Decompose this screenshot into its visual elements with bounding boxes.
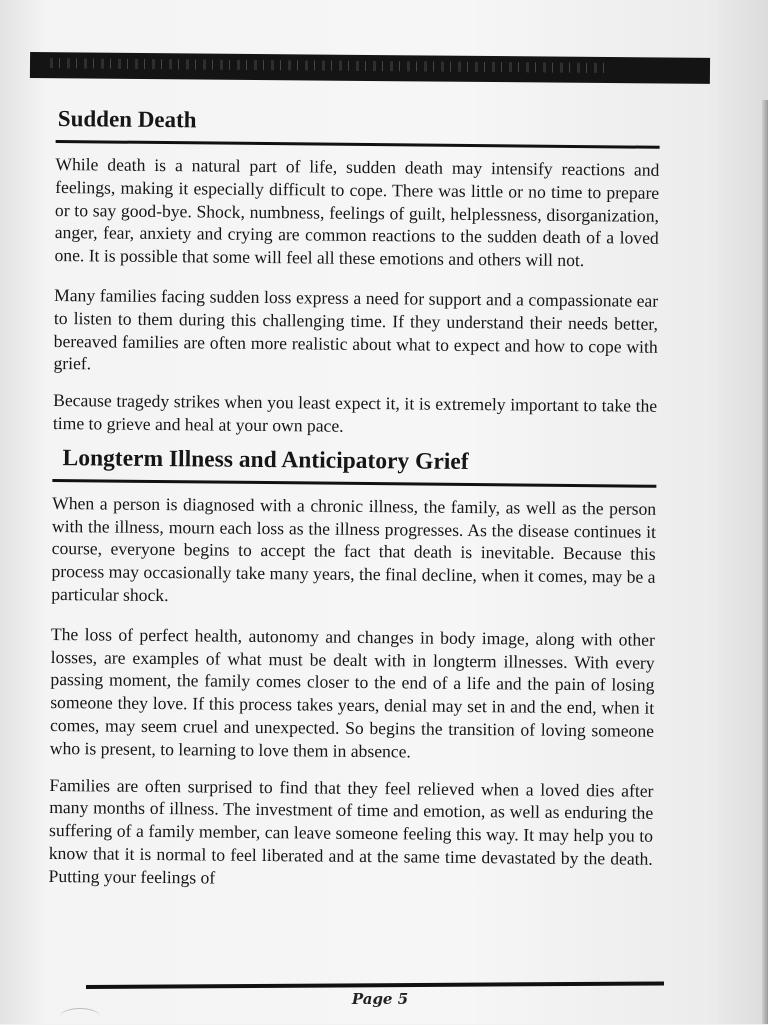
section-rule	[56, 140, 660, 149]
section-heading-longterm-illness: Longterm Illness and Anticipatory Grief	[62, 444, 469, 475]
page-content	[48, 104, 659, 893]
paragraph: Families are often surprised to find that they feel relieved when a loved dies after many months of illness. The investment of time and emotion, as well as enduring the suffering of a family member, can leave someone feeling this way. It may help you to know that it is normal to feel liberated and at the same time devastated by the death. Putting your feelings of	[48, 774, 654, 888]
paragraph: The loss of perfect health, autonomy and changes in body image, along with other losses, are examples of what must be dealt with in longterm illnesses. With every passing moment, the family comes closer to the end of a life and the pain of losing someone they love. If this process takes years, denial may set in and the end, when it comes, may seem cruel and unexpected. So begins the transition of loving someone who is present, to learning to love them in absence.	[49, 623, 655, 762]
section-heading-sudden-death: Sudden Death	[57, 106, 197, 133]
page-edge-shadow	[762, 100, 768, 1024]
section-rule	[52, 479, 656, 488]
page-number: Page 5	[351, 990, 409, 1008]
paragraph: While death is a natural part of life, sudden death may intensify reactions and feelings, making it especially difficult to cope. There was little or no time to prepare or to say good-bye. Shock, numbness, feelings of guilt, helplessness, disorganization, anger, fear, anxiety and crying are common reactions to the sudden death of a loved one. It is possible that some will feel all these emotions and others will not.	[54, 153, 660, 271]
paragraph: Because tragedy strikes when you least expect it, it is extremely important to take the time to grieve and heal at your own pace.	[52, 390, 658, 436]
paragraph: When a person is diagnosed with a chronic illness, the family, as well as the person with the illness, mourn each loss as the illness progresses. As the disease continues it course, everyone begins to accept the fact that death is inevitable. Because this process may occasionally take many years, the final decline, when it comes, may be a particular shock.	[51, 492, 657, 606]
paragraph: Many families facing sudden loss express a need for support and a compassionate ear to listen to them during this challenging time. If they understand their needs better, bereaved families are often more realistic about what to expect and how to cope with grief.	[53, 284, 659, 374]
header-band-texture	[50, 58, 610, 73]
page-corner-curl	[60, 1008, 100, 1025]
